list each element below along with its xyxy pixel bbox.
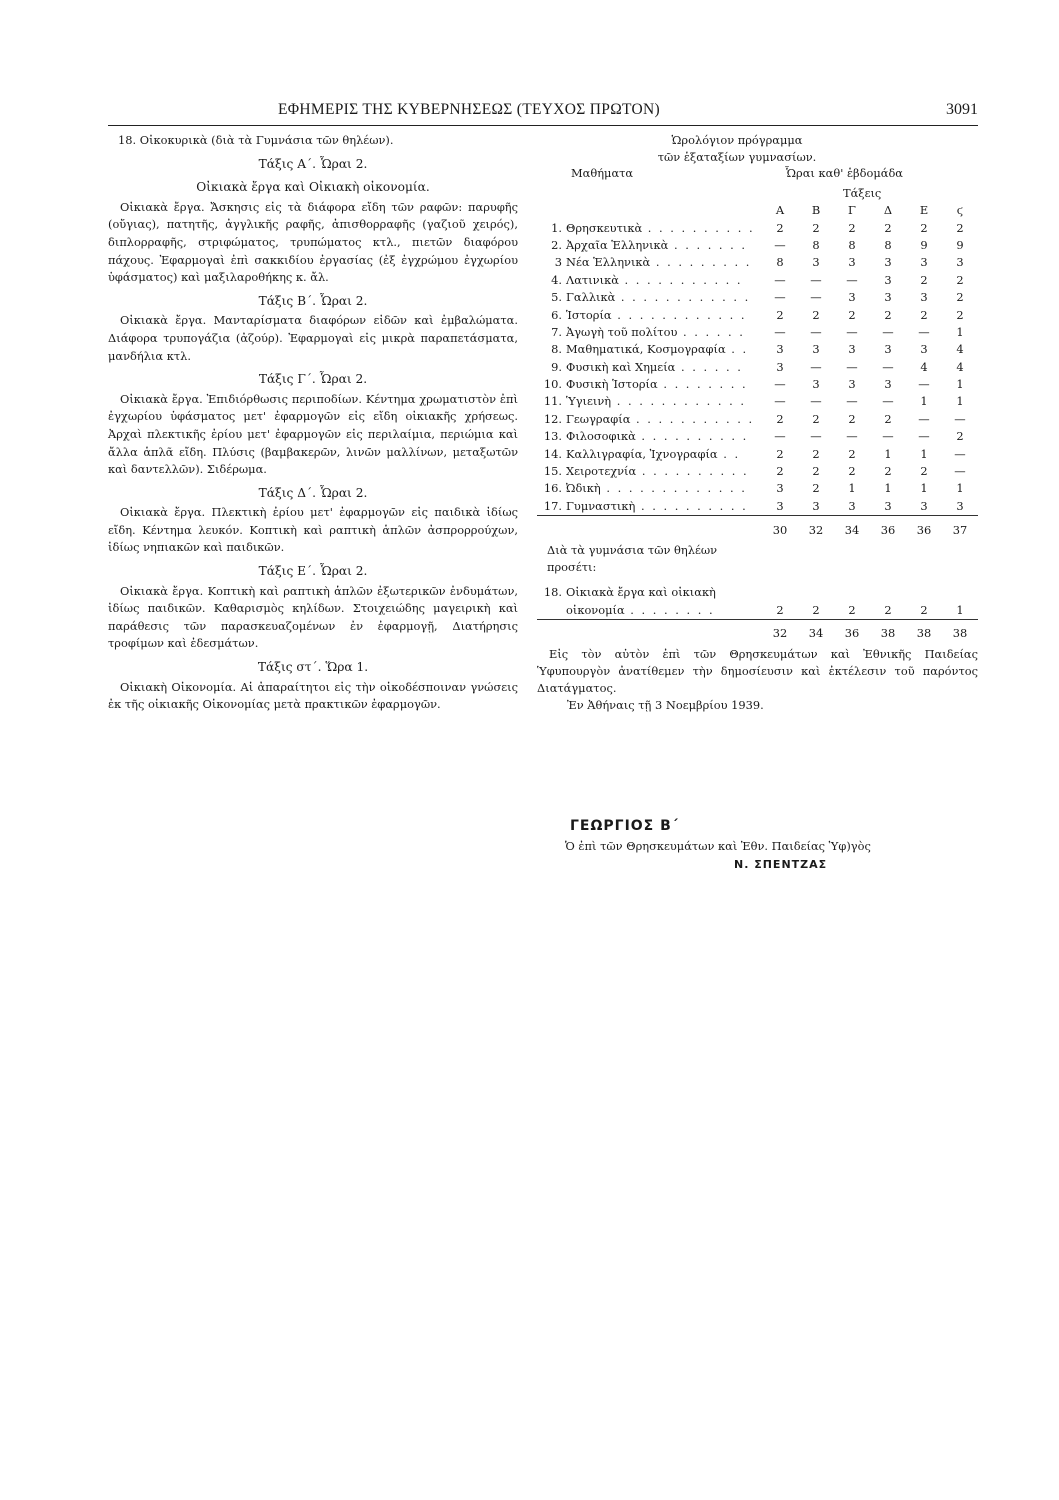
hour-value: — [810, 394, 822, 409]
class-f-title: Τάξις στ΄. Ὥρα 1. [257, 660, 369, 675]
hour-value: 2 [812, 464, 820, 479]
hour-value: 1 [848, 481, 856, 496]
hour-value: 2 [776, 411, 784, 426]
class-d-text: Οἰκιακὰ ἔργα. Πλεκτικὴ ἐρίου μετ' ἐφαρμογῶν εἰς παιδικὰ ἰδίως εἴδη. Κέντημα λευκόν. Κοπτικὴ καὶ ραπτικὴ ἁπλῶν ἀσπρορρούχων, ἰδίως νηπιακῶν καὶ παιδικῶν. [108, 505, 518, 555]
table-row: 11. Ὑγιεινὴ . . . . . . . . . . . . — — — — 1 1 [537, 393, 978, 410]
class-c-text: Οἰκιακὰ ἔργα. Ἐπιδιόρθωσις περιποδίων. Κέντημα χρωματιστὸν ἐπὶ ἐγχωρίου ὑφάσματος μετ' ἐφαρμογῶν εἰς εἴδη οἰκιακῆς χρήσεως. Ἀρχαὶ πλεκτικῆς ἐρίου μετ' ἐφαρμογῶν εἰς περιλαίμια, περιώμια καὶ ἄλλα ἁπλᾶ εἴδη. Πλύσις (βαμβακερῶν, λινῶν μαλλίνων, μεταξωτῶν καὶ δαντελλῶν). Σιδέρωμα. [108, 391, 518, 477]
hour-value: 9 [920, 237, 928, 252]
hour-value: — [882, 429, 894, 444]
row-18-line2: οἰκονομία . . . . . . . . 2 2 2 2 2 1 [537, 601, 978, 619]
hour-value: 3 [776, 498, 784, 513]
row-number: 10. [543, 377, 562, 392]
hour-value: 3 [776, 359, 784, 374]
hour-value: — [774, 272, 786, 287]
page-header [108, 101, 978, 126]
hour-value: 2 [812, 602, 820, 617]
decree-text: Εἰς τὸν αὐτὸν ἐπὶ τῶν Θρησκευμάτων καὶ Ἐθνικῆς Παιδείας Ὑφυπουργὸν ἀνατίθεμεν τὴν δημοσίευσιν καὶ ἐκτέλεσιν τοῦ παρόντος Διατάγματος. [537, 646, 978, 695]
total-value: 38 [942, 619, 978, 644]
totals-row-2 [537, 619, 978, 644]
hour-value: 4 [956, 359, 964, 374]
hour-value: 3 [920, 342, 928, 357]
hour-value: 2 [920, 602, 928, 617]
hour-value: 3 [848, 498, 856, 513]
row-number: 4. [551, 272, 562, 287]
row-number: 17. [543, 498, 562, 513]
hour-value: 1 [884, 481, 892, 496]
hour-value: — [774, 377, 786, 392]
table-row: 13. Φιλοσοφικὰ . . . . . . . . . . — — — — — 2 [537, 428, 978, 445]
hour-value: 2 [920, 307, 928, 322]
hour-value: — [810, 359, 822, 374]
class-labels-row [537, 202, 978, 219]
table-row: 10. Φυσικὴ Ἱστορία . . . . . . . . — 3 3 3 — 1 [537, 376, 978, 393]
row-number: 1. [551, 220, 562, 235]
hour-value: — [918, 324, 930, 339]
hour-value: 2 [956, 290, 964, 305]
class-b-title: Τάξις Β΄. Ὧραι 2. [258, 293, 368, 308]
hour-value: — [954, 446, 966, 461]
table-row: 4. Λατινικὰ . . . . . . . . . . . — — — 3 2 2 [537, 272, 978, 289]
row-number: 9. [551, 359, 562, 374]
total-value: 38 [870, 619, 906, 644]
subject-name: Ἀρχαῖα Ἑλληνικὰ [566, 237, 669, 252]
row-number: 18. [543, 585, 562, 600]
hour-value: 2 [776, 220, 784, 235]
subject-name: Γεωγραφία [566, 411, 631, 426]
row-number: 12. [543, 411, 562, 426]
hour-value: 3 [884, 255, 892, 270]
hour-value: 3 [848, 290, 856, 305]
total-value: 32 [798, 516, 834, 541]
hour-value: — [846, 429, 858, 444]
place-date: Ἐν Ἀθήναις τῇ 3 Νοεμβρίου 1939. [567, 697, 764, 712]
class-e-text: Οἰκιακὰ ἔργα. Κοπτικὴ καὶ ραπτικὴ ἁπλῶν ἐξωτερικῶν ἐνδυμάτων, ἰδίως παιδικῶν. Καθαρισμὸς κηλίδων. Στοιχειώδης μαγειρικὴ καὶ παράθεσις τῶν παρασκευαζομένων ἐν ἐφαρμογῇ, Διατήρησις τροφίμων καὶ ἐδεσμάτων. [108, 583, 518, 651]
row-number: 6. [551, 307, 562, 322]
hour-value: 2 [812, 307, 820, 322]
hour-value: 1 [956, 394, 964, 409]
hour-value: 8 [776, 255, 784, 270]
table-row: 7. Ἀγωγὴ τοῦ πολίτου . . . . . . — — — — — 1 [537, 324, 978, 341]
table-row: 1. Θρησκευτικὰ . . . . . . . . . . 2 2 2 2 2 2 [537, 219, 978, 236]
hour-value: — [810, 272, 822, 287]
row-number: 7. [551, 324, 562, 339]
hour-value: — [846, 394, 858, 409]
hour-value: 3 [884, 377, 892, 392]
class-f-text: Οἰκιακὴ Οἰκονομία. Αἱ ἀπαραίτητοι εἰς τὴν οἰκοδέσποιναν γνώσεις ἐκ τῆς οἰκιακῆς Οἰκονομίας μετὰ πρακτικῶν ἐφαρμογῶν. [108, 679, 518, 712]
hour-value: — [774, 429, 786, 444]
hour-value: 2 [848, 307, 856, 322]
row-number: 15. [543, 464, 562, 479]
total-value: 36 [906, 516, 942, 541]
class-label: ϛ [956, 203, 964, 218]
class-label: Α [775, 203, 785, 218]
table-row: 8. Μαθηματικά, Κοσμογραφία . . 3 3 3 3 3 4 [537, 341, 978, 358]
class-d-title: Τάξις Δ΄. Ὧραι 2. [258, 485, 368, 500]
hour-value: 3 [920, 255, 928, 270]
hour-value: 2 [956, 220, 964, 235]
hour-value: 3 [956, 498, 964, 513]
hour-value: — [846, 272, 858, 287]
class-e-title: Τάξις Ε΄. Ὧραι 2. [258, 564, 368, 579]
row-name: οἰκονομία [566, 602, 625, 617]
hours-column-header: Ὧραι καθ' ἑβδομάδα [785, 166, 903, 180]
subject-name: Μαθηματικά, Κοσμογραφία [566, 342, 726, 357]
hour-value: 2 [848, 411, 856, 426]
class-a-title: Τάξις Α΄. Ὧραι 2. [258, 156, 368, 171]
hour-value: 1 [956, 377, 964, 392]
hour-value: — [846, 359, 858, 374]
row-number: 3 [554, 255, 562, 270]
row-number: 14. [543, 446, 562, 461]
hour-value: 3 [812, 255, 820, 270]
row-number: 13. [543, 429, 562, 444]
hour-value: 1 [920, 446, 928, 461]
hour-value: 2 [776, 307, 784, 322]
minister-signature: Ν. ΣΠΕΝΤΖΑΣ [734, 858, 828, 871]
hour-value: 2 [848, 220, 856, 235]
subject-name: Φυσικὴ καὶ Χημεία [566, 359, 676, 374]
hour-value: — [918, 429, 930, 444]
hour-value: 2 [884, 602, 892, 617]
page-number: 3091 [946, 101, 978, 118]
subject-name: Νέα Ἑλληνικὰ [566, 255, 651, 270]
classes-label: Τάξεις [843, 186, 882, 200]
row-name: Οἰκιακὰ ἔργα καὶ οἰκιακὴ [566, 585, 716, 600]
hour-value: — [810, 290, 822, 305]
hour-value: — [774, 237, 786, 252]
hour-value: 8 [884, 237, 892, 252]
hour-value: — [918, 377, 930, 392]
hour-value: — [882, 324, 894, 339]
hour-value: 3 [848, 342, 856, 357]
row-number: 8. [551, 342, 562, 357]
hour-value: 2 [848, 464, 856, 479]
hour-value: 3 [848, 255, 856, 270]
table-row: 17. Γυμναστικὴ . . . . . . . . . . 3 3 3 3 3 3 [537, 498, 978, 515]
hour-value: 2 [956, 429, 964, 444]
hour-value: 2 [812, 446, 820, 461]
schedule-title-line2: τῶν ἑξαταξίων γυμνασίων. [657, 150, 817, 164]
hour-value: 3 [812, 498, 820, 513]
class-label: Β [811, 203, 821, 218]
hour-value: — [810, 324, 822, 339]
girls-table [537, 584, 978, 644]
table-row: 5. Γαλλικὰ . . . . . . . . . . . . — — 3 3 3 2 [537, 289, 978, 306]
subject-name: Θρησκευτικὰ [566, 220, 643, 235]
subject-name: Γυμναστικὴ [566, 498, 636, 513]
hour-value: — [882, 359, 894, 374]
hour-value: 8 [848, 237, 856, 252]
hour-value: 2 [776, 446, 784, 461]
hour-value: 3 [776, 481, 784, 496]
hour-value: 2 [812, 220, 820, 235]
subject-name: Ἀγωγὴ τοῦ πολίτου [566, 324, 678, 339]
hour-value: — [774, 394, 786, 409]
left-column [108, 132, 518, 714]
hour-value: 2 [884, 411, 892, 426]
hour-value: — [774, 290, 786, 305]
hour-value: 2 [920, 464, 928, 479]
hour-value: 1 [956, 602, 964, 617]
hour-value: 1 [920, 394, 928, 409]
hour-value: 2 [848, 446, 856, 461]
hour-value: 3 [956, 255, 964, 270]
girls-note: Διὰ τὰ γυμνάσια τῶν θηλέων προσέτι: [547, 543, 718, 575]
hour-value: 3 [884, 290, 892, 305]
hour-value: 3 [884, 498, 892, 513]
hour-value: 3 [812, 342, 820, 357]
schedule-title-line1: Ὡρολόγιον πρόγραμμα [671, 133, 803, 147]
row-number: 2. [551, 237, 562, 252]
table-row: 14. Καλλιγραφία, Ἰχνογραφία . . 2 2 2 1 1 — [537, 445, 978, 462]
subject-name: Γαλλικὰ [566, 290, 616, 305]
class-a-text: Οἰκιακὰ ἔργα. Ἄσκησις εἰς τὰ διάφορα εἴδη τῶν ραφῶν: παρυφῆς (οὔγιας), πατητῆς, ἀγγλικῆς ραφῆς, ἀπισθορραφῆς (γαζιοῦ χειρός), διπλορραφῆς, στριφώματος, τρυπώματος κτλ., πιετῶν διαφόρου πάχους. Ἐφαρμογαὶ ἐπὶ σακκιδίου ἐργασίας (ἐξ ἐγχρώμου ἐγχωρίου ὑφάσματος) καὶ μαξιλαροθήκης κ. ἄλ. [108, 199, 518, 285]
schedule-header [537, 166, 978, 184]
hour-value: — [774, 324, 786, 339]
hour-value: 2 [812, 411, 820, 426]
table-row: 2. Ἀρχαῖα Ἑλληνικὰ . . . . . . . — 8 8 8 9 9 [537, 237, 978, 254]
hour-value: 2 [884, 307, 892, 322]
hour-value: 3 [848, 377, 856, 392]
row-18-line1 [537, 584, 978, 601]
subject-name: Χειροτεχνία [566, 464, 637, 479]
hour-value: — [846, 324, 858, 339]
class-label: Δ [883, 203, 893, 218]
subjects-column-header: Μαθήματα [571, 166, 634, 180]
total-value: 36 [870, 516, 906, 541]
total-value: 30 [762, 516, 798, 541]
subject-name: Καλλιγραφία, Ἰχνογραφία [566, 446, 718, 461]
subject-name: Ὑγιεινὴ [566, 394, 612, 409]
hour-value: 2 [920, 272, 928, 287]
hour-value: — [918, 411, 930, 426]
hour-value: 4 [920, 359, 928, 374]
hour-value: 1 [956, 481, 964, 496]
king-signature: ΓΕΩΡΓΙΟΣ Β΄ [570, 818, 679, 834]
class-a-subtitle: Οἰκιακὰ ἔργα καὶ Οἰκιακὴ οἰκονομία. [196, 180, 430, 195]
hour-value: 3 [776, 342, 784, 357]
hour-value: 3 [920, 290, 928, 305]
subject-name: Φιλοσοφικὰ [566, 429, 636, 444]
hour-value: 9 [956, 237, 964, 252]
row-number: 5. [551, 290, 562, 305]
hour-value: 2 [920, 220, 928, 235]
subject-name: Λατινικὰ [566, 272, 619, 287]
hour-value: 2 [884, 464, 892, 479]
row-number: 11. [543, 394, 562, 409]
schedule-table [537, 202, 978, 515]
hour-value: — [954, 411, 966, 426]
table-row: 16. Ὠδικὴ . . . . . . . . . . . . . 3 2 1 1 1 1 [537, 480, 978, 497]
hour-value: 1 [956, 324, 964, 339]
hour-value: 4 [956, 342, 964, 357]
totals-table [537, 515, 978, 540]
hour-value: 2 [884, 220, 892, 235]
class-b-text: Οἰκιακὰ ἔργα. Μανταρίσματα διαφόρων εἰδῶν καὶ ἐμβαλώματα. Διάφορα τρυπογάζια (ἀζούρ). Ἐφαρμογαὶ εἰς μικρὰ παραπετάσματα, μανδήλια κτλ. [108, 313, 518, 363]
hour-value: 2 [812, 481, 820, 496]
hour-value: 3 [884, 272, 892, 287]
hour-value: 3 [884, 342, 892, 357]
hour-value: 2 [956, 307, 964, 322]
hour-value: 8 [812, 237, 820, 252]
subject-name: Φυσικὴ Ἱστορία [566, 377, 658, 392]
hour-value: 1 [884, 446, 892, 461]
total-value: 34 [834, 516, 870, 541]
table-row: 12. Γεωγραφία . . . . . . . . . . . 2 2 2 2 — — [537, 411, 978, 428]
hour-value: 3 [920, 498, 928, 513]
hour-value: 2 [848, 602, 856, 617]
section-heading: 18. Οἰκοκυρικὰ (διὰ τὰ Γυμνάσια τῶν θηλέων). [118, 133, 394, 147]
class-c-title: Τάξις Γ΄. Ὧραι 2. [258, 372, 368, 387]
table-row: 6. Ἱστορία . . . . . . . . . . . . 2 2 2 2 2 2 [537, 306, 978, 323]
schedule-title [587, 132, 887, 166]
table-row: 15. Χειροτεχνία . . . . . . . . . . 2 2 2 2 2 — [537, 463, 978, 480]
hour-value: — [810, 429, 822, 444]
hour-value: 2 [776, 602, 784, 617]
hour-value: 3 [812, 377, 820, 392]
minister-title: Ὁ ἐπὶ τῶν Θρησκευμάτων καὶ Ἐθν. Παιδείας Ὑφ)γὸς [565, 839, 871, 853]
total-value: 37 [942, 516, 978, 541]
total-value: 34 [798, 619, 834, 644]
table-row: 9. Φυσικὴ καὶ Χημεία . . . . . . 3 — — — 4 4 [537, 359, 978, 376]
subject-name: Ἱστορία [566, 307, 612, 322]
class-label: Γ [848, 203, 856, 218]
total-value: 32 [762, 619, 798, 644]
class-label: Ε [919, 203, 929, 218]
gazette-title: ΕΦΗΜΕΡΙΣ ΤΗΣ ΚΥΒΕΡΝΗΣΕΩΣ (ΤΕΥΧΟΣ ΠΡΩΤΟΝ) [278, 101, 660, 118]
hour-value: 1 [920, 481, 928, 496]
hour-value: — [954, 464, 966, 479]
total-value: 36 [834, 619, 870, 644]
table-row: 3 Νέα Ἑλληνικὰ . . . . . . . . . 8 3 3 3 3 3 [537, 254, 978, 271]
total-value: 38 [906, 619, 942, 644]
classes-header [537, 184, 978, 202]
hour-value: — [882, 394, 894, 409]
hour-value: 2 [956, 272, 964, 287]
right-column [537, 132, 978, 714]
row-number: 16. [543, 481, 562, 496]
hour-value: 2 [776, 464, 784, 479]
totals-row [537, 516, 978, 541]
subject-name: Ὠδικὴ [566, 481, 601, 496]
